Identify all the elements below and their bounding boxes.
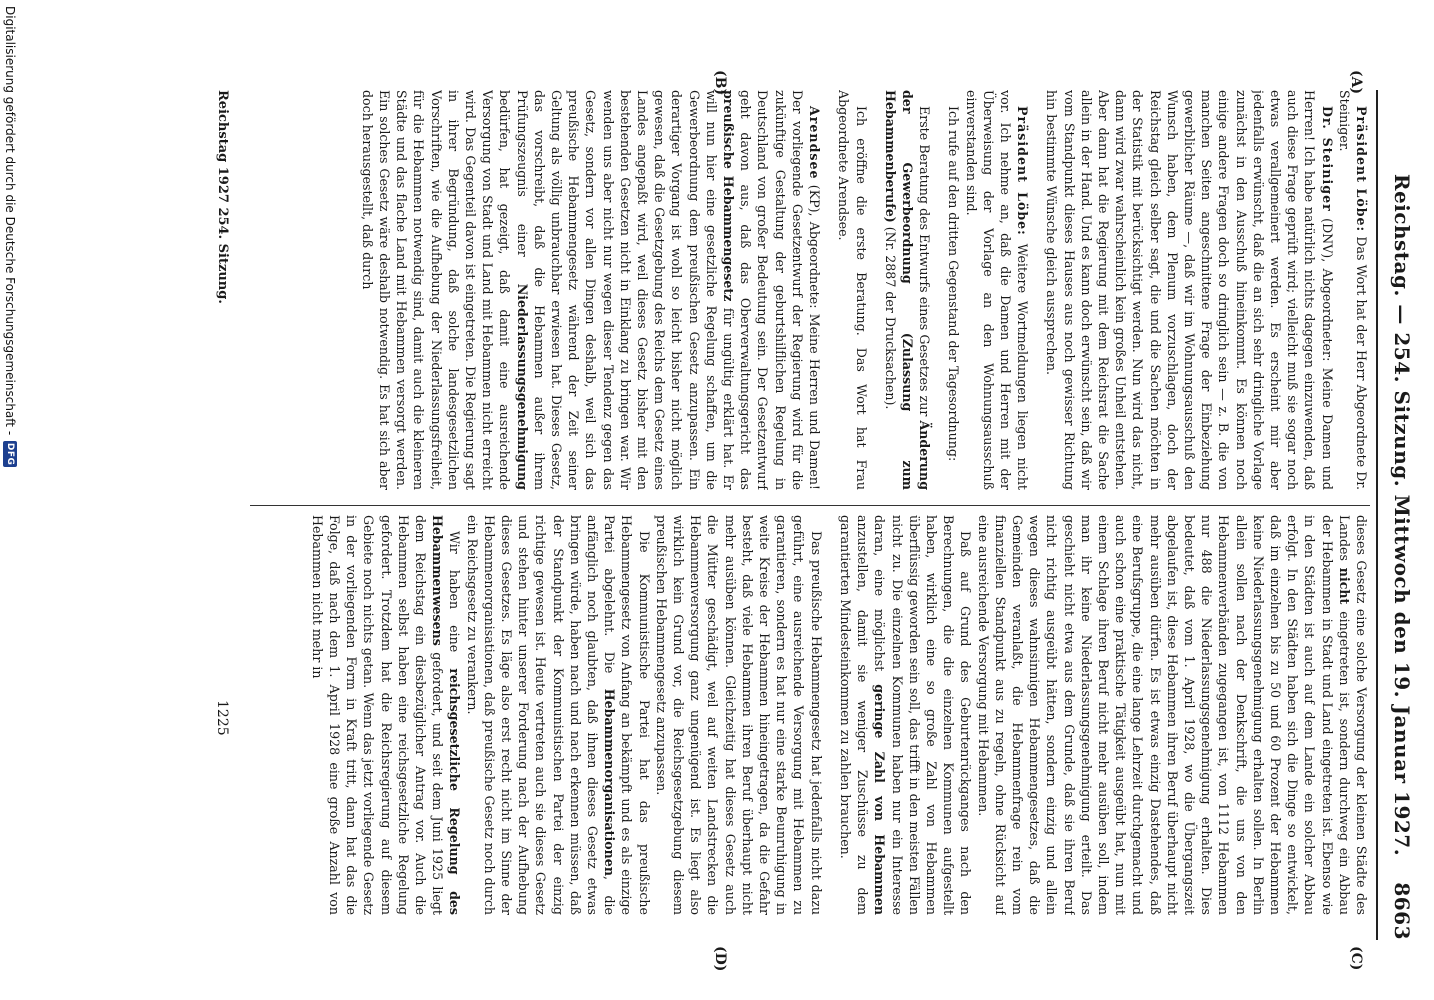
footer-session: Reichstag 1927 254. Sitzung. [215, 90, 230, 304]
paragraph-text: (DNV), Abgeordneter: Meine Damen und Herren! Ich habe natürlich nichts dagegen einzuwenden, daß auch diese Frage geprüft wird; vielleicht muß sie sogar noch etwas verallgemeinert werden. Es erscheint mir aber jedenfalls erwünscht, daß die an sich sehr dringliche Vorlage zunächst in den Ausschuß hineinkommt. Es können noch einige andere Fragen doch so dringlich sein — z. B. die von manchen Seiten angeschnittene Frage der Einbeziehung gewerblicher Räume —, daß wir im Wohnungsausschuß den Wunsch haben, dem Plenum vorzuschlagen, doch der Reichstag gleich selber sagt, die und die Sachen möchten in der Statistik mit berücksichtigt werden. Nun wird das nicht, dann wird zwar wahrscheinlich kein großes Unheil entstehen. Aber dann hat die Regierung mit dem Reichsrat die Sache allein in der Hand. Und es kann doch erwünscht sein, daß wir vom Standpunkt dieses Hauses aus noch gewisser Richtung hin bestimmte Wünsche gleich aussprechen. [1044, 90, 1335, 490]
paragraph [945, 90, 962, 490]
paragraph: dieses Gesetz eine solche Versorgung der kleinen Städte des Landes nicht eingetreten ist, sondern durchweg ein Abbau der Hebammen in Stadt und Land eingetreten ist. Ebenso wie in den Städten ist auch auf dem Lande ein solcher Abbau erfolgt. In den Städten haben sich die Dinge so entwickelt, daß im einzelnen bis zu 50 und 60 Prozent der Hebammen keine Niederlassungsgenehmigung erhalten sollen. In Berlin allein sollen nach der Denkschrift, die uns von den Hebammenverbänden zugegangen ist, von 1112 Hebammen nur 488 die Niederlassungsgenehmigung erhalten. Dies bedeutet, daß vom 1. April 1928, wo die Übergangszeit abgelaufen ist, diese Hebammen ihren Beruf überhaupt nicht mehr ausüben dürfen. Es ist etwas einzig Dastehendes, daß eine Berufsgruppe, die eine lange Lehrzeit durchgemacht und auch schon eine praktische Tätigkeit ausgeübt hat, nun mit einem Schlage ihren Beruf nicht mehr ausüben soll, indem man ihr keine Niederlassungsgenehmigung erteilt. Das geschieht nicht etwa aus dem Grunde, daß sie ihren Beruf nicht richtig ausgeübt hätten, sondern einzig und allein wegen dieses wahnsinnigen Hebammengesetzes, daß die Gemeinden veranlaßt, die Hebammenfrage rein vom finanziellen Standpunkt aus zu regeln, ohne Rücksicht auf eine ausreichende Versorgung mit Hebammen. [975, 515, 1369, 915]
paragraph: Arendsee (KP), Abgeordnete: Meine Herren und Damen! Der vorliegende Gesetzentwurf der Regierung wird für die zukünftige Gestaltung der geburtshilflichen Regelung in Deutschland von großer Bedeutung sein. Der Gesetzentwurf geht davon aus, daß das Oberverwaltungsgericht das preußische Hebammengesetz für ungültig erklärt hat. Er will nun hier eine gesetzliche Regelung schaffen, um die Gewerbeordnung dem preußischen Gesetz anzupassen. Ein derartiger Vorgang ist wohl so leicht bisher nicht möglich gewesen, daß die Gesetzgebung des Reichs dem Gesetz eines Landes angepaßt wird, weil dieses Gesetz bisher mit den bestehenden Gesetzen nicht in Einklang zu bringen war. Wir wenden uns aber nicht nur wegen dieser Tendenz gegen das Gesetz, sondern vor allen Dingen deshalb, weil sich das preußische Hebammengesetz während der Zeit seiner Geltung als völlig unbrauchbar erwiesen hat. Dieses Gesetz, das vorschreibt, daß die Hebammen außer ihrem Prüfungszeugnis einer Niederlassungsgenehmigung bedürfen, hat gezeigt, daß damit eine ausreichende Versorgung von Stadt und Land mit Hebammen nicht erreicht wird. Das Gegenteil davon ist eingetreten. Die Regierung sagt in ihrer Begründung, daß solche landesgesetzlichen Vorschriften, wie die Aufhebung der Niederlassungsfreiheit, für die Hebammen notwendig sind, damit auch die kleineren Städte und das flache Land mit Hebammen versorgt werden. Ein solches Gesetz wäre deshalb notwendig. Es hat sich aber doch herausgestellt, daß durch [359, 90, 823, 490]
speaker-name: Arendsee [807, 106, 823, 180]
paragraph [962, 90, 1031, 490]
header-title: Reichstag. — 254. Sitzung. Mittwoch den 19. Januar 1927. [1390, 173, 1414, 857]
speaker-name: Präsident Löbe: [1354, 106, 1369, 233]
footer-page-number: 1225 [214, 700, 230, 736]
paragraph-text: Weitere Wortmeldungen liegen nicht vor. Ich nehme an, daß die Damen und Herren mit der Überweisung der Vorlage an den Wohnungsausschuß einverstanden sind. [963, 90, 1031, 490]
paragraph [835, 90, 869, 490]
paragraph: Wir haben eine reichsgesetzliche Regelung des Hebammenwesens gefordert, und seit dem Juni 1925 liegt dem Reichstag ein diesbezüglicher Antrag vor. Auch die Hebammen selbst haben eine reichsgesetzliche Regelung gefordert. Trotzdem hat die Reichsregierung auf diesem Gebiete noch nichts getan. Wenn das jetzt vorliegende Gesetz in der vorliegenden Form in Kraft tritt, dann hat das die Folge, daß nach dem 1. April 1928 eine große Anzahl von Hebammen nicht mehr in [309, 515, 463, 915]
page-header [1380, 90, 1414, 940]
paragraph-text: Ich rufe auf den dritten Gegenstand der Tagesordnung: [946, 106, 962, 462]
paragraph [1336, 90, 1370, 490]
margin-marker-a: (A) [1348, 70, 1364, 95]
paragraph: Die Kommunistische Partei hat das preußische Hebammengesetz von Anfang an bekämpft und es als einzige Partei abgelehnt. Die Hebammenorganisationen, die anfänglich noch glaubten, daß ihnen dieses Gesetz etwas bringen würde, haben nach und nach erkennen müssen, daß der Standpunkt der Kommunistischen Partei der einzig richtige gewesen ist. Heute vertreten auch sie dieses Gesetz und stehen hinter unserer Forderung nach der Aufhebung dieses Gesetzes. Es läge also erst recht nicht im Sinne der Hebammenorganisationen, daß preußische Gesetz noch durch ein Reichsgesetz zu verankern. [464, 515, 652, 915]
paragraph: Daß auf Grund des Geburtenrückganges nach den Berechnungen, die die einzelnen Kommunen aufgestellt haben, wirklich eine so große Zahl von Hebammen überflüssig geworden sein soll, das trifft in den meisten Fällen nicht zu. Die einzelnen Kommunen haben nur ein Interesse daran, eine möglichst geringe Zahl von Hebammen anzustellen, damit sie weniger Zuschüsse zu dem garantierten Mindesteinkommen zu zahlen brauchen. [837, 515, 974, 915]
header-rule [1376, 90, 1378, 940]
paragraph [653, 515, 825, 915]
paragraph-text: Das Wort hat der Herr Abgeordnete Dr. Steiniger. [1336, 90, 1369, 490]
paragraph-text: Ich eröffne die erste Beratung. Das Wort hat Frau Abgeordnete Arendsee. [836, 90, 869, 490]
agenda-item: Erste Beratung des Entwurfs eines Gesetzes zur Änderung der Gewerbeordnung (Zulassung zum Hebammenberufe) (Nr. 2887 der Drucksachen). [882, 90, 933, 490]
credit-text: Digitalisierung gefördert durch die Deutsche Forschungsgemeinschaft - [3, 6, 17, 436]
margin-marker-d: (D) [712, 946, 728, 972]
left-column [240, 90, 1370, 490]
speaker-name: Dr. Steiniger [1319, 106, 1335, 212]
speaker-name: Präsident Löbe: [1015, 106, 1031, 236]
digitization-credit [0, 0, 20, 1000]
paragraph-text: Das preußische Hebammengesetz hat jedenfalls nicht dazu geführt, eine ausreichende Versorgung mit Hebammen zu garantieren, sondern es hat nur eine starke Beunruhigung in weite Kreise der Hebammen hineingetragen, da die Gefahr besteht, daß viele Hebammen ihren Beruf überhaupt nicht mehr ausüben können. Gleichzeitig hat dieses Gesetz auch die Mütter geschädigt, weil auf weiten Landstrecken die Hebammenversorgung ganz ungenügend ist. Es liegt also wirklich kein Grund vor, die Reichsgesetzgebung diesem preußischen Hebammengesetz anzupassen. [653, 515, 824, 915]
dfg-logo: DFG [5, 442, 15, 466]
margin-marker-b: (B) [712, 70, 728, 96]
header-page-number: 8663 [1390, 882, 1414, 940]
paragraph [1043, 90, 1335, 490]
agenda-title: Änderung der Gewerbeordnung (Zulassung zum Hebammenberufe) [882, 90, 933, 490]
column-divider [250, 505, 1370, 506]
right-column [240, 515, 1370, 915]
margin-marker-c: (C) [1348, 946, 1364, 971]
